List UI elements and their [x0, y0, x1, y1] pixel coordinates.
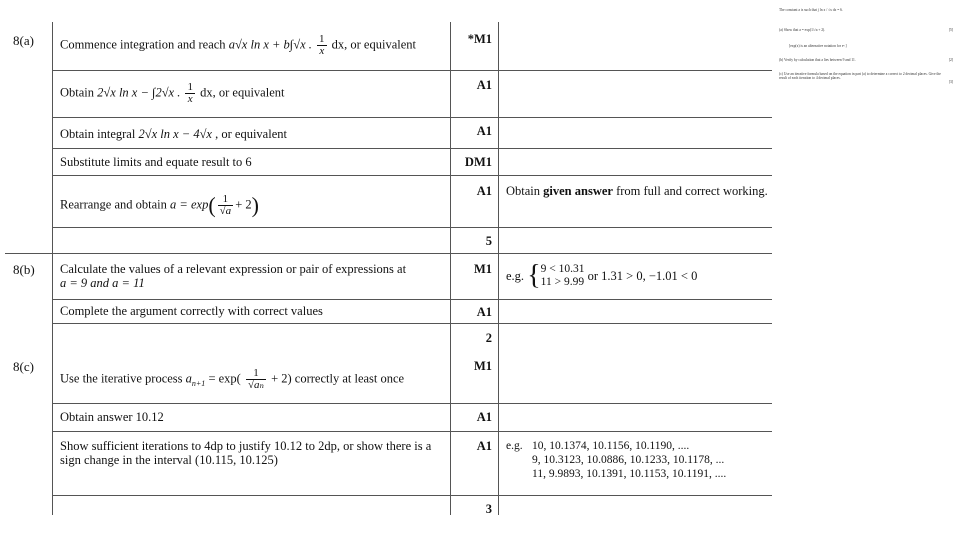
answer-cell — [60, 439, 431, 467]
section-rule — [5, 253, 772, 254]
guidance-cell — [506, 260, 698, 291]
answer-text: + 2) correctly at least once — [271, 371, 405, 386]
total-mark-cell: 3 — [485, 502, 492, 516]
row-rule — [52, 299, 772, 300]
answer-text: Obtain — [60, 85, 95, 100]
fraction-numerator: 1 — [218, 194, 234, 206]
thumb-part-b: (b) Verify by calculation that a lies between 9 and 11. — [779, 58, 856, 62]
mark-cell: *M1 — [467, 32, 492, 46]
answer-text: , or equivalent — [215, 127, 287, 141]
fraction-numerator: 1 — [187, 81, 193, 93]
guidance-text: e.g. — [506, 440, 523, 452]
math-expression: a = exp — [170, 197, 209, 212]
math-expression: a — [185, 371, 192, 386]
answer-text: + 2 — [235, 197, 252, 212]
fraction-denominator: √aₙ — [247, 379, 264, 391]
question-label-8c: 8(c) — [13, 359, 34, 374]
question-label-8a: 8(a) — [13, 33, 34, 48]
answer-text: Use the iterative process — [60, 371, 183, 386]
thumb-part-a: (a) Show that a = exp(1/√a + 2). — [779, 28, 826, 32]
table-col-divider-1 — [450, 22, 451, 515]
fraction-numerator: 1 — [319, 33, 325, 45]
mark-cell: M1 — [473, 359, 492, 373]
thumb-part-c: (c) Use an iterative formula based on the equation in part (a) to determine a correct to 2 decimal places. Give the result of each iteration to 4 decimal places. — [779, 72, 941, 81]
guidance-text: e.g. — [506, 269, 525, 283]
answer-cell — [60, 368, 404, 391]
fraction — [317, 34, 327, 57]
row-rule — [52, 431, 772, 432]
answer-cell: Complete the argument correctly with correct values — [60, 304, 323, 318]
answer-text: Commence integration and reach — [60, 37, 226, 52]
paren-open: ( — [208, 192, 216, 218]
iteration-list — [532, 439, 726, 481]
fraction — [218, 194, 234, 217]
row-rule — [52, 227, 772, 228]
total-mark-cell: 2 — [485, 331, 492, 345]
brace-line: 11 > 9.99 — [540, 276, 585, 288]
math-expression: 2√x ln x − 4√x — [138, 127, 212, 141]
row-rule — [52, 175, 772, 176]
guidance-text: from full and correct working. — [616, 184, 768, 198]
brace-group — [541, 263, 585, 289]
fraction-denominator: √a — [219, 205, 232, 217]
answer-cell — [60, 127, 287, 141]
question-label-8b: 8(b) — [13, 262, 35, 277]
brace: { — [527, 260, 541, 291]
row-rule — [52, 117, 772, 118]
answer-cell — [60, 34, 416, 57]
iteration-line: 10, 10.1374, 10.1156, 10.1190, .... — [532, 440, 690, 452]
answer-cell — [60, 82, 284, 105]
answer-text: dx, or equivalent — [331, 37, 416, 52]
thumb-part-a-note: [exp(x) is an alternative notation for eˣ.] — [789, 44, 847, 48]
guidance-emphasis: given answer — [543, 184, 613, 198]
answer-cell: Obtain answer 10.12 — [60, 410, 164, 424]
paren-close: ) — [251, 192, 259, 218]
iteration-line: 11, 9.9893, 10.1391, 10.1153, 10.1191, .... — [532, 468, 727, 480]
guidance-cell — [506, 439, 726, 481]
answer-cell — [60, 194, 259, 217]
thumb-part-c-mark: [3] — [948, 80, 953, 84]
answer-text: = exp( — [208, 371, 241, 386]
answer-cell: Substitute limits and equate result to 6 — [60, 155, 252, 169]
mark-cell: A1 — [476, 124, 492, 138]
fraction — [246, 368, 266, 391]
row-rule — [52, 403, 772, 404]
mark-cell: A1 — [476, 410, 492, 424]
math-subscript: n+1 — [191, 378, 206, 388]
mark-cell: A1 — [476, 439, 492, 453]
mark-cell: A1 — [476, 305, 492, 319]
answer-text: a = 9 and a = 11 — [60, 276, 145, 290]
thumb-part-a-mark: [5] — [948, 28, 953, 32]
math-expression: 2√x ln x − ∫2√x . — [97, 85, 181, 100]
question-thumbnail — [775, 6, 953, 86]
answer-text: Rearrange and obtain — [60, 197, 167, 212]
answer-text: Obtain integral — [60, 127, 136, 141]
brace-line: 9 < 10.31 — [540, 263, 585, 275]
thumb-intro: The constant a is such that ∫ ln x / √x dx = 6. — [779, 8, 843, 12]
guidance-text: or 1.31 > 0, −1.01 < 0 — [587, 269, 698, 283]
mark-cell: DM1 — [464, 155, 492, 169]
guidance-text: Obtain — [506, 184, 541, 198]
fraction — [185, 82, 195, 105]
answer-cell — [60, 262, 406, 290]
answer-text: dx, or equivalent — [200, 85, 285, 100]
guidance-cell — [506, 184, 768, 198]
row-rule — [52, 70, 772, 71]
mark-cell: M1 — [473, 262, 492, 276]
mark-cell: A1 — [476, 184, 492, 198]
row-rule — [52, 323, 772, 324]
thumb-part-b-mark: [2] — [948, 58, 953, 62]
fraction-numerator: 1 — [246, 368, 266, 380]
answer-text: sign change in the interval (10.115, 10.125) — [60, 453, 278, 467]
row-rule — [52, 148, 772, 149]
table-col-divider-2 — [498, 22, 499, 515]
fraction-denominator: x — [319, 45, 325, 57]
mark-cell: A1 — [476, 78, 492, 92]
fraction-denominator: x — [187, 93, 193, 105]
row-rule — [52, 495, 772, 496]
table-left-border — [52, 22, 53, 515]
answer-text: Calculate the values of a relevant expression or pair of expressions at — [60, 262, 407, 276]
iteration-line: 9, 10.3123, 10.0886, 10.1233, 10.1178, ... — [532, 454, 725, 466]
answer-text: Show sufficient iterations to 4dp to justify 10.12 to 2dp, or show there is a — [60, 439, 432, 453]
total-mark-cell: 5 — [485, 234, 492, 248]
math-expression: a√x ln x + b∫√x . — [228, 37, 312, 52]
